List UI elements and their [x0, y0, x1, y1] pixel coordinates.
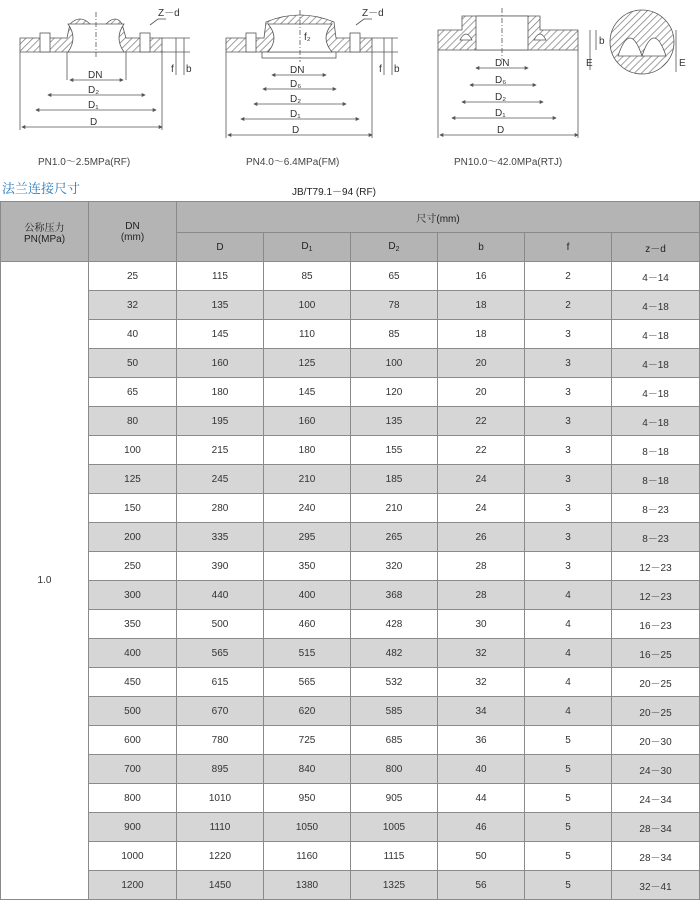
header-col-b: b [438, 233, 525, 262]
table-cell: 1115 [351, 842, 438, 871]
table-row [1, 291, 700, 320]
table-cell: 3 [525, 320, 612, 349]
header-pn-line2: PN(MPa) [23, 233, 66, 245]
table-cell: 620 [264, 697, 351, 726]
d3-label-e2: E [679, 58, 686, 69]
table-cell: 180 [264, 436, 351, 465]
table-row [1, 755, 700, 784]
table-cell: 4 [525, 610, 612, 639]
table-cell: 20－30 [612, 726, 700, 755]
table-cell: 150 [89, 494, 177, 523]
standard-title: JB/T79.1－94 (RF) [292, 187, 376, 198]
header-dn [89, 202, 177, 262]
header-pn [1, 202, 89, 262]
table-cell: 145 [264, 378, 351, 407]
header-col-d1-base: D [301, 241, 309, 252]
table-cell: 40 [438, 755, 525, 784]
table-cell: 428 [351, 610, 438, 639]
table-cell: 5 [525, 871, 612, 900]
table-cell: 780 [177, 726, 264, 755]
table-cell: 250 [89, 552, 177, 581]
table-cell: 32 [438, 668, 525, 697]
table-cell: 4 [525, 697, 612, 726]
table-cell: 3 [525, 552, 612, 581]
table-cell: 4 [525, 639, 612, 668]
table-cell: 335 [177, 523, 264, 552]
table-row [1, 262, 700, 291]
d2-label-d1: D₁ [290, 109, 301, 120]
table-cell: 460 [264, 610, 351, 639]
table-cell: 900 [89, 813, 177, 842]
table-cell: 1325 [351, 871, 438, 900]
d3-label-e: E [586, 58, 593, 69]
table-body [1, 262, 700, 900]
table-cell: 8－18 [612, 436, 700, 465]
table-row [1, 610, 700, 639]
table-cell: 670 [177, 697, 264, 726]
table-cell: 565 [264, 668, 351, 697]
d3-label-d: D [497, 125, 505, 136]
table-cell: 65 [89, 378, 177, 407]
table-cell: 24 [438, 494, 525, 523]
table-cell: 24－34 [612, 784, 700, 813]
table-cell: 2 [525, 262, 612, 291]
table-cell: 5 [525, 755, 612, 784]
table-cell: 12－23 [612, 552, 700, 581]
table-cell: 56 [438, 871, 525, 900]
table-cell: 16－25 [612, 639, 700, 668]
table-cell: 5 [525, 726, 612, 755]
diagram-rtj [438, 8, 676, 138]
table-cell: 1010 [177, 784, 264, 813]
table-cell: 18 [438, 320, 525, 349]
table-cell: 4－18 [612, 320, 700, 349]
table-cell: 500 [89, 697, 177, 726]
table-cell: 800 [89, 784, 177, 813]
table-cell: 265 [351, 523, 438, 552]
table-cell: 28 [438, 552, 525, 581]
table-cell: 3 [525, 523, 612, 552]
table-cell: 245 [177, 465, 264, 494]
table-cell: 1110 [177, 813, 264, 842]
table-cell: 905 [351, 784, 438, 813]
table-cell: 532 [351, 668, 438, 697]
table-cell: 1220 [177, 842, 264, 871]
table-cell: 5 [525, 784, 612, 813]
table-cell: 32－41 [612, 871, 700, 900]
d3-label-dn: DN [495, 58, 510, 69]
table-cell: 4－18 [612, 407, 700, 436]
section-title: 法兰连接尺寸 [2, 181, 81, 196]
header-col-d2-sub: 2 [395, 246, 400, 253]
caption-rf: PN1.0～2.5MPa(RF) [38, 157, 131, 168]
table-cell: 80 [89, 407, 177, 436]
d2-label-d6: D₆ [290, 79, 302, 90]
table-cell: 28－34 [612, 813, 700, 842]
table-cell: 1200 [89, 871, 177, 900]
d3-label-d1: D₁ [495, 108, 506, 119]
table-row [1, 842, 700, 871]
d1-label-f: f [171, 64, 174, 75]
table-cell: 210 [351, 494, 438, 523]
table-cell: 50 [438, 842, 525, 871]
header-dn-line2: (mm) [120, 231, 145, 243]
table-cell: 895 [177, 755, 264, 784]
table-row [1, 378, 700, 407]
table-cell: 210 [264, 465, 351, 494]
table-cell: 20 [438, 349, 525, 378]
table-cell: 685 [351, 726, 438, 755]
table-cell: 100 [264, 291, 351, 320]
table-row [1, 697, 700, 726]
table-cell: 100 [89, 436, 177, 465]
table-cell: 700 [89, 755, 177, 784]
d1-label-zd: Z－d [158, 8, 180, 19]
table-cell: 44 [438, 784, 525, 813]
table-cell: 800 [351, 755, 438, 784]
table-cell: 3 [525, 407, 612, 436]
table-cell: 16 [438, 262, 525, 291]
table-cell: 300 [89, 581, 177, 610]
caption-rtj: PN10.0～42.0MPa(RTJ) [454, 157, 563, 168]
table-cell: 600 [89, 726, 177, 755]
table-cell: 22 [438, 436, 525, 465]
table-cell: 20－25 [612, 697, 700, 726]
table-cell: 115 [177, 262, 264, 291]
table-cell: 482 [351, 639, 438, 668]
table-row [1, 436, 700, 465]
table-cell: 1160 [264, 842, 351, 871]
table-cell: 110 [264, 320, 351, 349]
table-cell: 135 [351, 407, 438, 436]
table-cell: 840 [264, 755, 351, 784]
table-cell: 160 [177, 349, 264, 378]
table-cell: 450 [89, 668, 177, 697]
d2-label-dn: DN [290, 65, 305, 76]
diagram-rf [20, 12, 190, 130]
diagram-fm [226, 10, 398, 138]
d1-label-d: D [90, 117, 98, 128]
table-row [1, 871, 700, 900]
caption-fm: PN4.0～6.4MPa(FM) [246, 157, 340, 168]
table-cell: 5 [525, 813, 612, 842]
d2-label-d: D [292, 125, 300, 136]
table-cell: 40 [89, 320, 177, 349]
table-cell: 12－23 [612, 581, 700, 610]
table-cell: 500 [177, 610, 264, 639]
table-cell: 280 [177, 494, 264, 523]
table-cell: 240 [264, 494, 351, 523]
table-cell: 32 [89, 291, 177, 320]
table-cell: 2 [525, 291, 612, 320]
table-row [1, 407, 700, 436]
table-cell: 1380 [264, 871, 351, 900]
table-cell: 615 [177, 668, 264, 697]
table-cell: 34 [438, 697, 525, 726]
table-cell: 155 [351, 436, 438, 465]
table-cell: 28 [438, 581, 525, 610]
header-col-d1-sub: 1 [308, 246, 313, 253]
table-row [1, 465, 700, 494]
header-col-zd: z－d [612, 233, 700, 262]
table-cell: 950 [264, 784, 351, 813]
table-cell: 100 [351, 349, 438, 378]
table-cell: 30 [438, 610, 525, 639]
table-cell: 120 [351, 378, 438, 407]
table-cell: 36 [438, 726, 525, 755]
table-cell: 1050 [264, 813, 351, 842]
header-col-d: D [177, 233, 264, 262]
table-cell: 85 [264, 262, 351, 291]
table-cell: 295 [264, 523, 351, 552]
table-cell: 180 [177, 378, 264, 407]
d1-label-d1: D₁ [88, 100, 99, 111]
table-cell: 85 [351, 320, 438, 349]
table-cell: 585 [351, 697, 438, 726]
table-row [1, 552, 700, 581]
table-row [1, 320, 700, 349]
table-cell: 24 [438, 465, 525, 494]
table-cell: 8－18 [612, 465, 700, 494]
table-cell: 368 [351, 581, 438, 610]
table-cell: 725 [264, 726, 351, 755]
table-cell: 1005 [351, 813, 438, 842]
table-cell: 3 [525, 436, 612, 465]
d3-label-d6: D₆ [495, 75, 507, 86]
table-cell: 565 [177, 639, 264, 668]
table-cell: 4－18 [612, 291, 700, 320]
table-cell: 400 [264, 581, 351, 610]
table-cell: 8－23 [612, 494, 700, 523]
table-cell: 3 [525, 378, 612, 407]
d2-label-f2: f₂ [304, 32, 311, 43]
d2-label-b: b [394, 64, 400, 75]
table-cell: 350 [264, 552, 351, 581]
table-cell: 4－18 [612, 349, 700, 378]
table-cell: 200 [89, 523, 177, 552]
table-cell: 390 [177, 552, 264, 581]
d2-label-zd: Z－d [362, 8, 384, 19]
table-cell: 4 [525, 668, 612, 697]
table-cell: 24－30 [612, 755, 700, 784]
d1-label-dn: DN [88, 70, 103, 81]
table-cell: 20 [438, 378, 525, 407]
table-cell: 320 [351, 552, 438, 581]
table-cell: 25 [89, 262, 177, 291]
table-cell: 195 [177, 407, 264, 436]
table-cell: 46 [438, 813, 525, 842]
header-col-f: f [525, 233, 612, 262]
table-row [1, 349, 700, 378]
header-dn-line1: DN [125, 220, 140, 232]
table-row [1, 668, 700, 697]
table-cell: 50 [89, 349, 177, 378]
table-cell: 400 [89, 639, 177, 668]
table-cell: 8－23 [612, 523, 700, 552]
pn-value-cell: 1.0 [1, 262, 89, 900]
table-row [1, 813, 700, 842]
table-row [1, 726, 700, 755]
table-row [1, 494, 700, 523]
table-cell: 5 [525, 842, 612, 871]
table-cell: 3 [525, 494, 612, 523]
header-size-group: 尺寸(mm) [177, 202, 700, 233]
d1-label-d2: D₂ [88, 85, 100, 96]
table-row [1, 581, 700, 610]
table-cell: 185 [351, 465, 438, 494]
flange-dimension-table [0, 201, 700, 900]
table-cell: 215 [177, 436, 264, 465]
table-cell: 125 [89, 465, 177, 494]
table-cell: 28－34 [612, 842, 700, 871]
table-cell: 32 [438, 639, 525, 668]
table-row [1, 784, 700, 813]
table-cell: 145 [177, 320, 264, 349]
d2-label-d2: D₂ [290, 94, 302, 105]
table-cell: 135 [177, 291, 264, 320]
table-cell: 18 [438, 291, 525, 320]
table-cell: 3 [525, 349, 612, 378]
table-cell: 440 [177, 581, 264, 610]
d2-label-f: f [379, 64, 382, 75]
table-cell: 125 [264, 349, 351, 378]
table-cell: 22 [438, 407, 525, 436]
table-cell: 4 [525, 581, 612, 610]
table-row [1, 639, 700, 668]
d3-label-b: b [599, 36, 605, 47]
table-cell: 20－25 [612, 668, 700, 697]
flange-drawings [0, 0, 700, 172]
table-cell: 160 [264, 407, 351, 436]
table-cell: 515 [264, 639, 351, 668]
table-cell: 4－14 [612, 262, 700, 291]
table-cell: 78 [351, 291, 438, 320]
d1-label-b: b [186, 64, 192, 75]
table-cell: 4－18 [612, 378, 700, 407]
table-row [1, 523, 700, 552]
table-cell: 26 [438, 523, 525, 552]
header-col-d2 [351, 233, 438, 262]
header-pn-line1: 公称压力 [24, 222, 65, 234]
table-cell: 16－23 [612, 610, 700, 639]
flange-diagrams [0, 0, 700, 172]
table-cell: 1450 [177, 871, 264, 900]
table-cell: 65 [351, 262, 438, 291]
header-col-d2-base: D [388, 241, 396, 252]
d3-label-d2: D₂ [495, 92, 507, 103]
table-cell: 350 [89, 610, 177, 639]
header-col-d1 [264, 233, 351, 262]
table-cell: 3 [525, 465, 612, 494]
table-cell: 1000 [89, 842, 177, 871]
